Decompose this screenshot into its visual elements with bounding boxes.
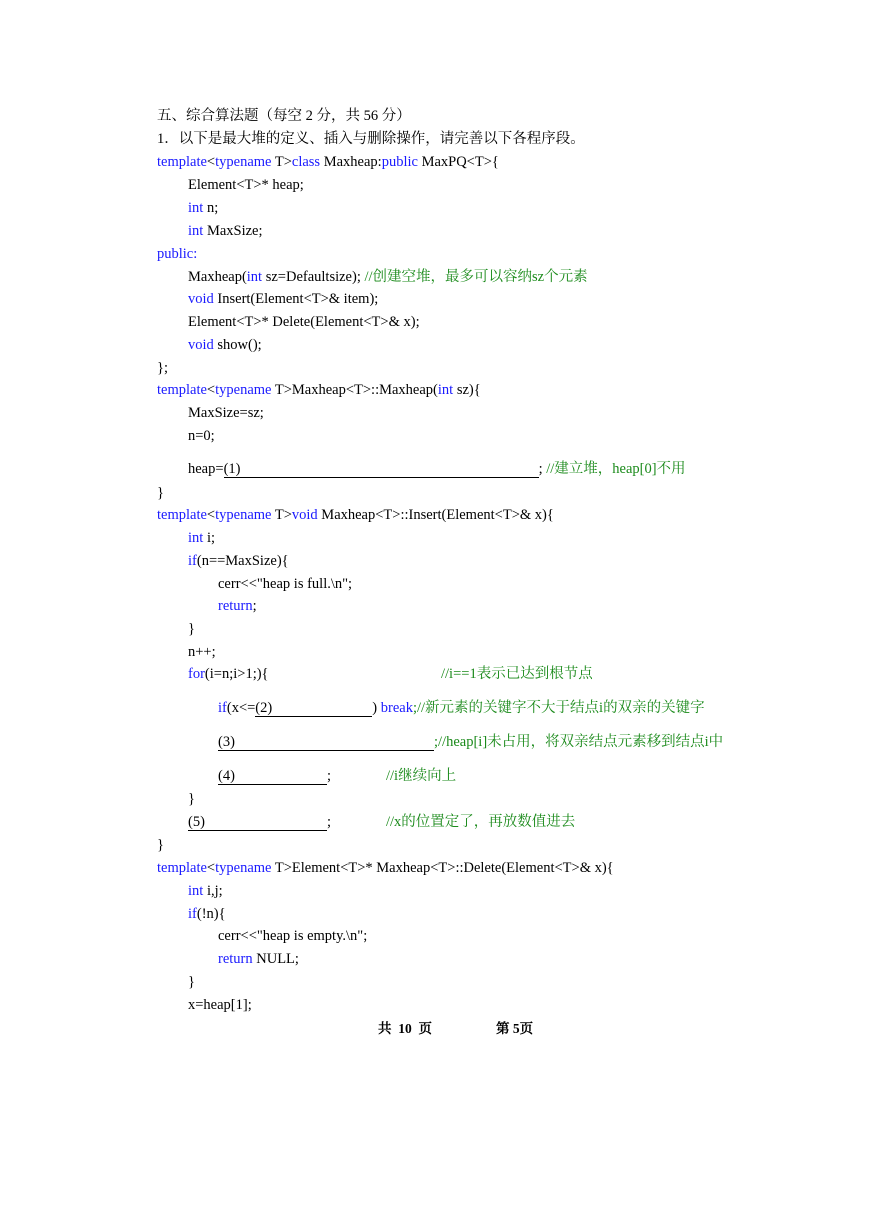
code-line-5: public:	[157, 246, 198, 262]
code-text: heap=	[188, 461, 224, 477]
code-comment-28: //x的位置定了，再放数值进去	[386, 814, 576, 830]
keyword: int	[188, 223, 204, 239]
code-line-36: x=heap[1];	[188, 997, 252, 1013]
code-line-11	[157, 381, 481, 399]
keyword: int	[437, 382, 454, 398]
question-text: 1．以下是最大堆的定义、插入与删除操作，请完善以下各程序段。	[157, 131, 585, 147]
answer-blank-2[interactable]: (2)	[255, 700, 372, 717]
code-line-31	[188, 882, 223, 900]
code-line-25	[218, 733, 723, 751]
keyword: template	[157, 382, 207, 398]
answer-blank-5[interactable]: (5)	[188, 814, 327, 831]
code-text: MaxSize;	[203, 223, 263, 239]
keyword: typename	[215, 154, 272, 170]
code-line-27: }	[188, 791, 195, 807]
code-line-34	[218, 950, 299, 968]
code-line-32	[188, 905, 226, 923]
keyword: class	[291, 154, 321, 170]
code-line-30	[157, 859, 614, 877]
code-text: Maxheap(	[188, 269, 247, 285]
code-line-16	[157, 506, 554, 524]
code-line-29: }	[157, 837, 164, 853]
answer-blank-4[interactable]: (4)	[218, 768, 327, 785]
code-text: Maxheap:	[320, 154, 382, 170]
code-line-15: }	[157, 485, 164, 501]
code-text: (x<=	[226, 700, 256, 716]
code-line-8: Element<T>* Delete(Element<T>& x);	[188, 314, 420, 330]
code-text: )	[372, 700, 381, 716]
keyword: break	[380, 700, 413, 716]
code-text: ;	[538, 461, 547, 477]
comment: //创建空堆，最多可以容纳sz个元素	[364, 269, 588, 285]
code-text: n;	[203, 200, 219, 216]
comment: ;//heap[i]未占用，将双亲结点元素移到结点i中	[434, 734, 724, 750]
code-text: (n==MaxSize){	[196, 553, 289, 569]
keyword: if	[218, 700, 227, 716]
code-text: NULL;	[252, 951, 299, 967]
code-text: ;	[252, 598, 257, 614]
code-line-3	[188, 199, 218, 217]
code-line-2: Element<T>* heap;	[188, 177, 304, 193]
keyword: void	[291, 507, 318, 523]
keyword: int	[188, 530, 204, 546]
code-text: i,j;	[203, 883, 223, 899]
keyword: int	[188, 883, 204, 899]
code-text: <	[206, 382, 216, 398]
code-line-23	[188, 665, 269, 683]
code-line-21: }	[188, 621, 195, 637]
code-text: T>	[271, 507, 292, 523]
code-line-13: n=0;	[188, 428, 215, 444]
code-line-4	[188, 222, 263, 240]
keyword: template	[157, 154, 207, 170]
code-line-28	[188, 813, 331, 831]
code-line-14	[188, 460, 686, 478]
keyword: public	[381, 154, 418, 170]
code-line-20	[218, 597, 257, 615]
code-line-10: };	[157, 360, 168, 376]
code-text: MaxPQ<T>{	[417, 154, 499, 170]
code-line-22: n++;	[188, 644, 216, 660]
footer-page-number: 第 5页	[496, 1021, 534, 1036]
code-text: ;	[327, 814, 332, 830]
code-comment-26: //i继续向上	[386, 768, 457, 784]
code-text: (!n){	[196, 906, 226, 922]
code-line-1	[157, 153, 499, 171]
footer-total-pages: 共 10 页	[378, 1021, 432, 1036]
keyword: void	[188, 337, 214, 353]
code-line-7	[188, 290, 378, 308]
comment: ;//新元素的关键字不大于结点i的双亲的关键字	[412, 700, 705, 716]
code-line-26	[218, 767, 331, 785]
code-text: T>	[271, 154, 292, 170]
code-line-24	[218, 699, 705, 717]
code-text: Insert(Element<T>& item);	[213, 291, 379, 307]
keyword: for	[188, 666, 205, 682]
answer-blank-1[interactable]: (1)	[224, 461, 539, 478]
code-line-17	[188, 529, 215, 547]
keyword: template	[157, 507, 207, 523]
keyword: return	[218, 951, 253, 967]
code-text: <	[206, 154, 216, 170]
code-line-33: cerr<<"heap is empty.\n";	[218, 928, 368, 944]
code-text: sz=Defaultsize);	[262, 269, 365, 285]
code-line-19: cerr<<"heap is full.\n";	[218, 576, 353, 592]
code-text: sz){	[453, 382, 481, 398]
code-line-12: MaxSize=sz;	[188, 405, 264, 421]
code-line-9	[188, 336, 262, 354]
keyword: if	[188, 906, 197, 922]
keyword: void	[188, 291, 214, 307]
keyword: typename	[215, 382, 272, 398]
keyword: int	[246, 269, 263, 285]
keyword: if	[188, 553, 197, 569]
code-text: i;	[203, 530, 215, 546]
code-text: <	[206, 507, 216, 523]
code-text: T>Maxheap<T>::Maxheap(	[271, 382, 438, 398]
code-text: show();	[213, 337, 262, 353]
code-line-35: }	[188, 974, 195, 990]
keyword: typename	[215, 860, 272, 876]
code-text: <	[206, 860, 216, 876]
keyword: typename	[215, 507, 272, 523]
code-text: (i=n;i>1;){	[204, 666, 269, 682]
keyword: template	[157, 860, 207, 876]
keyword: return	[218, 598, 253, 614]
code-comment-23: //i==1表示已达到根节点	[441, 666, 593, 682]
keyword: int	[188, 200, 204, 216]
section-heading: 五、综合算法题（每空 2 分，共 56 分）	[157, 108, 411, 124]
code-line-6	[188, 268, 588, 286]
code-line-18	[188, 552, 289, 570]
code-text: T>Element<T>* Maxheap<T>::Delete(Element<T>& x){	[271, 860, 614, 876]
code-text: Maxheap<T>::Insert(Element<T>& x){	[317, 507, 554, 523]
answer-blank-3[interactable]: (3)	[218, 734, 434, 751]
comment: //建立堆，heap[0]不用	[546, 461, 686, 477]
code-text: ;	[327, 768, 332, 784]
